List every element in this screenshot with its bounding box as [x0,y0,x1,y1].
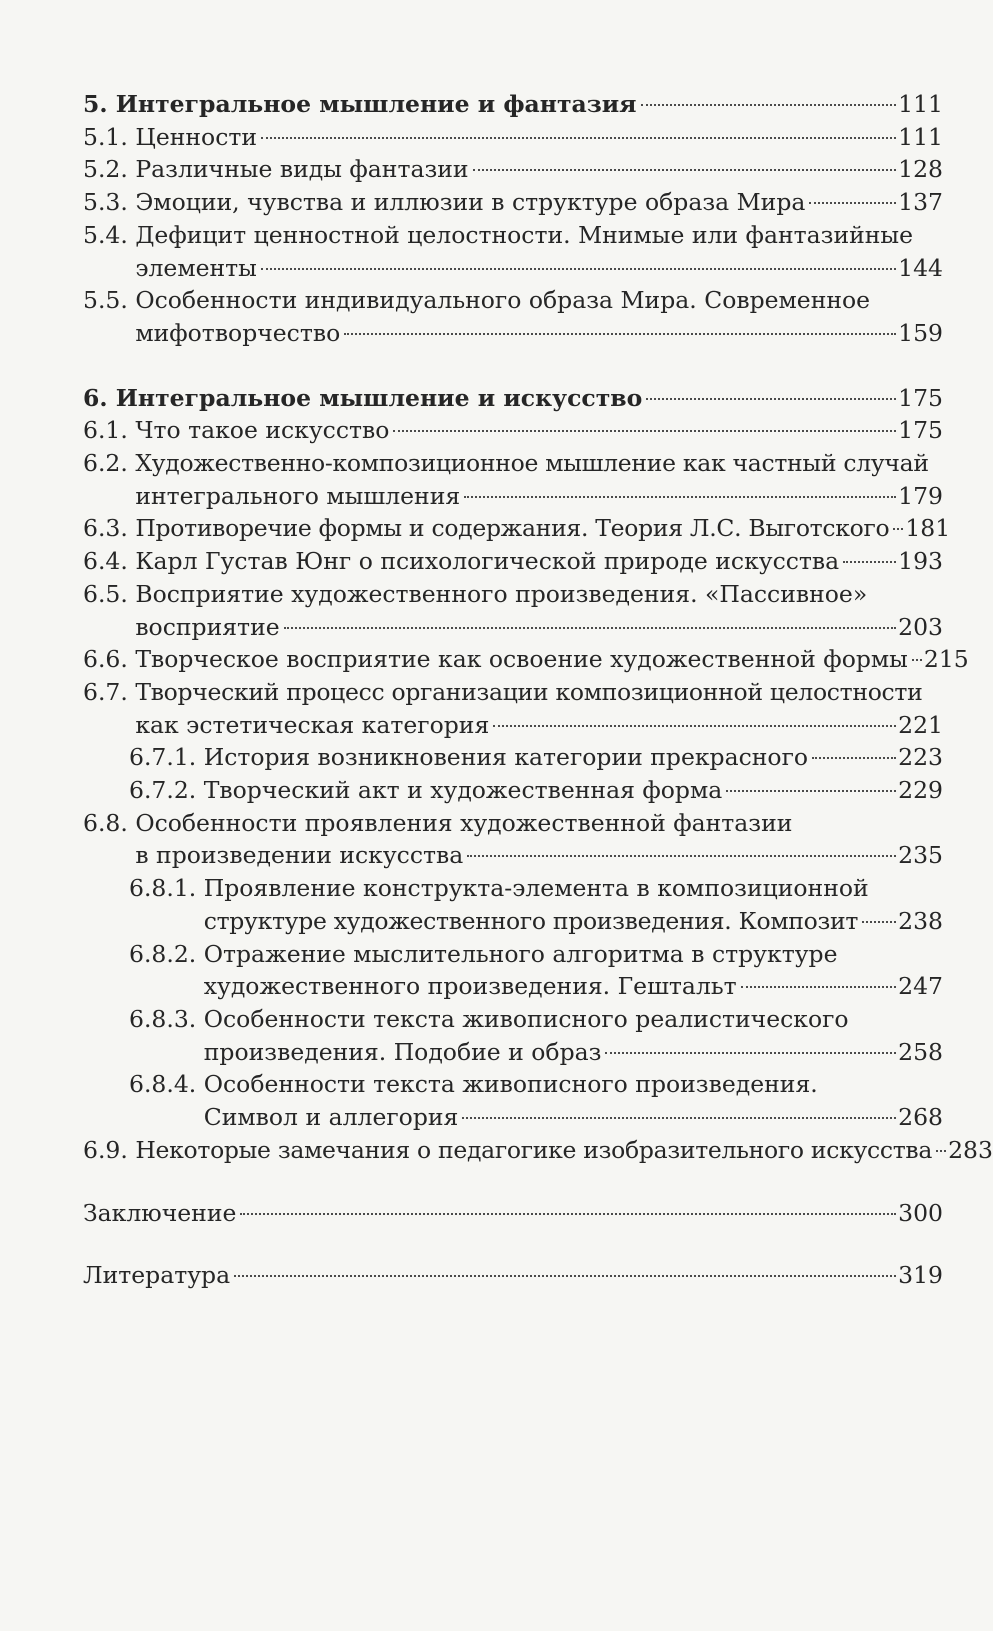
leader-dots [462,1117,896,1119]
item-title: Эмоции, чувства и иллюзии в структуре образа Мира [135,188,806,217]
item-number: 5.5. [83,286,128,315]
page-number: 229 [898,776,943,805]
leader-dots [467,855,896,857]
page-number: 221 [898,710,943,739]
page-number: 128 [898,155,943,184]
page-number: 203 [898,612,943,641]
page-number: 235 [898,841,943,870]
chapter-title: 6. Интегральное мышление и искусство [83,383,643,412]
page-number: 179 [898,481,943,510]
item-number: 6.8.2. [129,939,197,968]
item-number: 5.3. [83,188,128,217]
item-title-line: как эстетическая категория [135,710,490,739]
item-title-line: художественного произведения. Гештальт [203,972,737,1001]
toc-chapter-6 [83,382,943,415]
item-number: 6.6. [83,645,128,674]
toc-item [83,807,943,872]
toc-item [83,186,943,219]
leader-dots [741,986,896,988]
leader-dots [605,1052,896,1054]
item-title-line: в произведении искусства [135,841,464,870]
toc-item [83,414,943,447]
item-title-line: Восприятие художественного произведения. «Пассивное» [135,579,868,608]
page-number: 300 [898,1198,943,1227]
leader-dots [726,790,896,792]
item-number: 5.2. [83,155,128,184]
page-number: 193 [898,547,943,576]
page-number: 258 [898,1037,943,1066]
page-number: 144 [898,253,943,282]
leader-dots [812,757,896,759]
leader-dots [862,921,896,923]
item-title-line: Особенности индивидуального образа Мира. Современное [135,286,871,315]
toc-literature [83,1259,943,1292]
toc-item [83,643,969,676]
item-number: 6.3. [83,514,128,543]
item-title-line: Символ и аллегория [203,1103,459,1132]
leader-dots [240,1213,896,1215]
leader-dots [473,169,897,171]
item-number: 5.4. [83,220,128,249]
toc-subitem [83,1003,943,1068]
leader-dots [234,1275,896,1277]
conclusion-title: Заключение [83,1198,237,1227]
page-number: 319 [898,1261,943,1290]
section-gap [83,1167,943,1197]
toc-chapter-5 [83,88,943,121]
item-title-line: восприятие [135,612,280,641]
page-number: 268 [898,1103,943,1132]
toc-subitem [83,741,943,774]
page-number: 283 [948,1135,993,1164]
item-title-line: произведения. Подобие и образ [203,1037,602,1066]
leader-dots [493,725,896,727]
item-title-line: Особенности проявления художественной фантазии [135,808,793,837]
page-number: 175 [898,383,943,412]
toc-item [83,1134,993,1167]
item-title-line: интегрального мышления [135,481,461,510]
item-number: 6.8. [83,808,128,837]
item-number: 6.8.1. [129,874,197,903]
item-title: Противоречие формы и содержания. Теория Л.С. Выготского [135,514,890,543]
item-title: Различные виды фантазии [135,155,469,184]
section-gap [83,1229,943,1259]
item-number: 6.7.1. [129,743,197,772]
item-title: Ценности [135,122,258,151]
leader-dots [464,496,896,498]
page-number: 181 [905,514,951,543]
item-number: 6.2. [83,449,128,478]
leader-dots [393,430,896,432]
leader-dots [936,1150,946,1152]
leader-dots [646,398,896,400]
item-number: 6.9. [83,1135,128,1164]
item-title-line: Отражение мыслительного алгоритма в структуре [203,939,838,968]
item-number: 6.7.2. [129,776,197,805]
leader-dots [641,104,897,106]
toc-item [83,121,943,154]
item-number: 6.5. [83,579,128,608]
item-title-line: Особенности текста живописного реалистического [203,1004,849,1033]
leader-dots [893,528,903,530]
item-title: Карл Густав Юнг о психологической природе искусства [135,547,840,576]
item-title-line: элементы [135,253,257,282]
table-of-contents [83,88,993,1292]
section-gap [83,350,943,382]
item-number: 6.7. [83,677,128,706]
toc-conclusion [83,1197,943,1230]
leader-dots [912,659,922,661]
toc-item [83,447,943,512]
toc-subitem [83,774,943,807]
leader-dots [344,333,896,335]
item-title: Что такое искусство [135,416,390,445]
leader-dots [843,561,896,563]
page-number: 111 [898,122,943,151]
item-title-line: Проявление конструкта-элемента в композиционной [203,874,869,903]
page-number: 215 [923,645,969,674]
item-title-line: Творческий процесс организации композиционной целостности [135,677,923,706]
page-number: 159 [898,318,943,347]
item-title-line: Дефицит ценностной целостности. Мнимые или фантазийные [135,220,914,249]
item-title-line: Художественно-композиционное мышление как частный случай [135,449,929,478]
toc-item [83,676,943,741]
toc-item [83,578,943,643]
item-number: 5.1. [83,122,128,151]
item-number: 6.8.4. [129,1070,197,1099]
page-number: 247 [898,972,943,1001]
item-number: 6.4. [83,547,128,576]
item-title: Творческое восприятие как освоение художественной формы [135,645,908,674]
item-title-line: структуре художественного произведения. Композит [203,906,859,935]
toc-item [83,153,943,186]
toc-subitem [83,872,943,937]
toc-item [83,284,943,349]
item-title: Творческий акт и художественная форма [203,776,723,805]
toc-item [83,219,943,284]
leader-dots [261,137,896,139]
leader-dots [261,268,896,270]
literature-title: Литература [83,1261,231,1290]
toc-subitem [83,1068,943,1133]
toc-item [83,512,951,545]
page-number: 238 [898,906,943,935]
toc-subitem [83,938,943,1003]
item-title: История возникновения категории прекрасного [203,743,809,772]
page-number: 223 [898,743,943,772]
toc-item [83,545,943,578]
item-number: 6.1. [83,416,128,445]
chapter-title: 5. Интегральное мышление и фантазия [83,90,637,118]
leader-dots [809,202,896,204]
item-number: 6.8.3. [129,1004,197,1033]
page-number: 111 [898,90,943,118]
item-title: Некоторые замечания о педагогике изобразительного искусства [135,1135,933,1164]
item-title-line: мифотворчество [135,318,341,347]
page-number: 175 [898,416,943,445]
page-number: 137 [898,188,943,217]
leader-dots [284,627,897,629]
item-title-line: Особенности текста живописного произведения. [203,1070,818,1099]
